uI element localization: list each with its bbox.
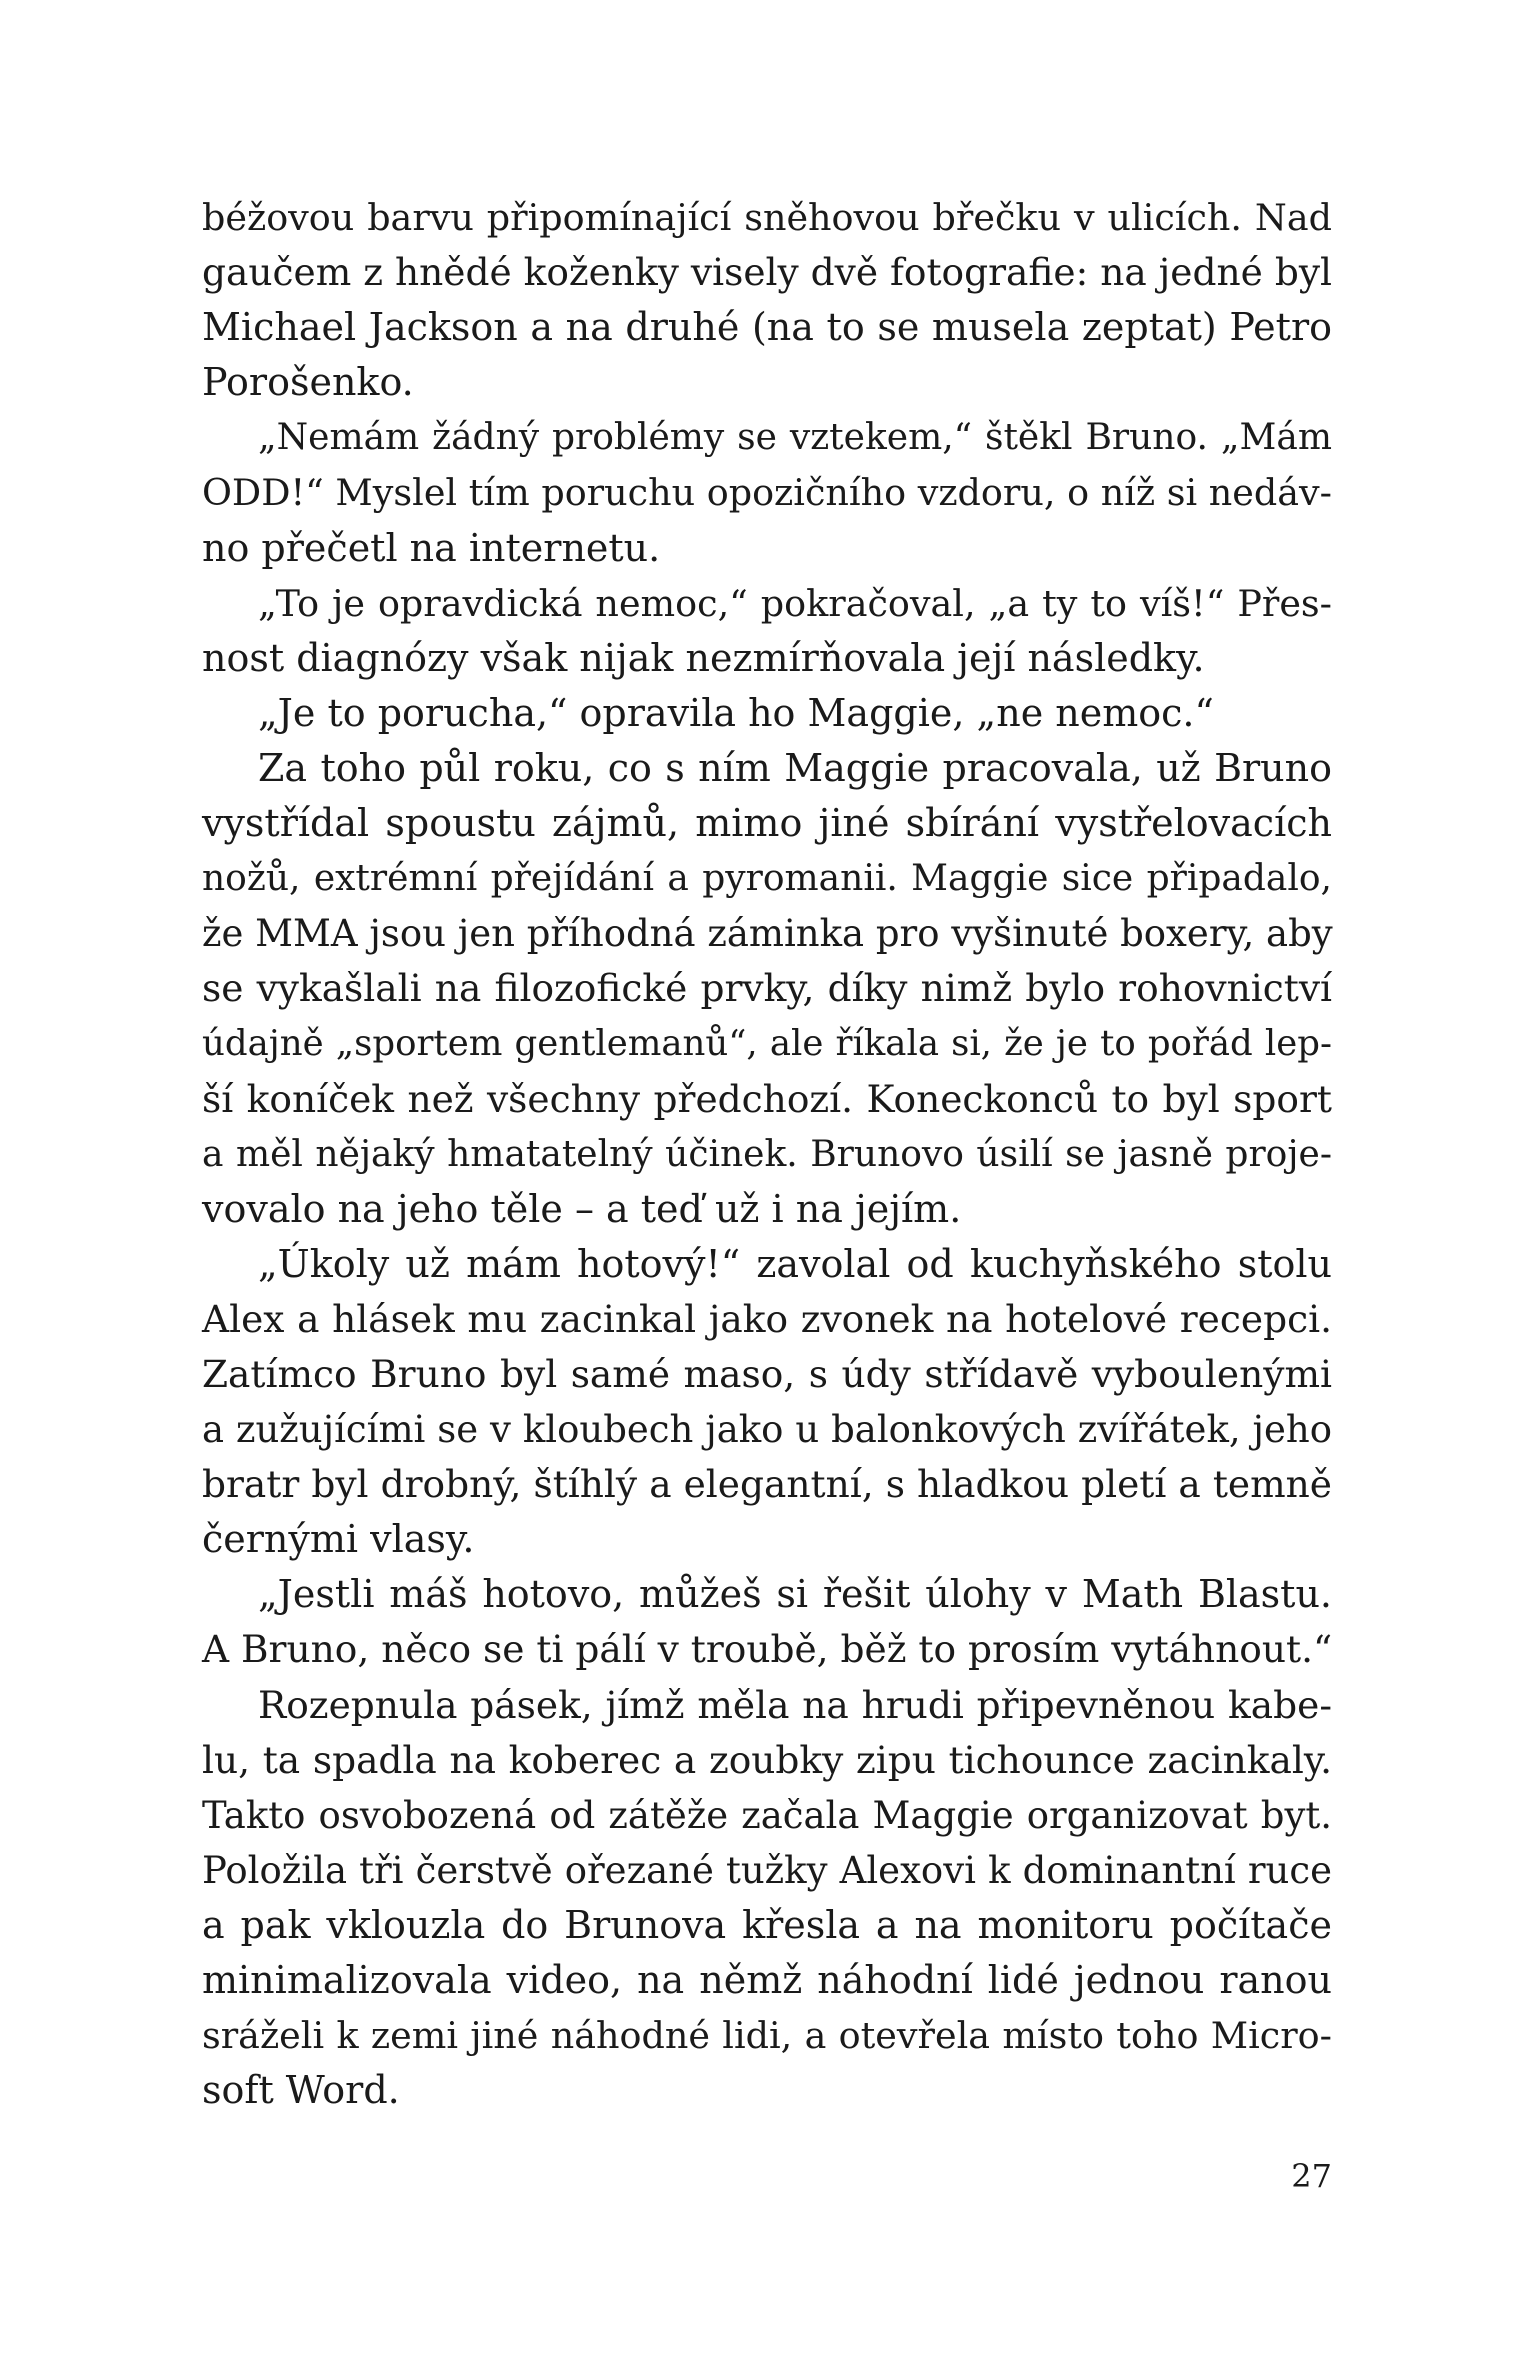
text-line: a zužujícími se v kloubech jako u balonkových zvířátek, jeho [202,1408,1332,1452]
text-line: Takto osvobozená od zátěže začala Maggie organizovat byt. [202,1793,1332,1837]
text-line: „Nemám žádný problémy se vztekem,“ štěkl Bruno. „Mám [258,417,1332,459]
text-line: že MMA jsou jen příhodná záminka pro vyšinuté boxery, aby [202,912,1333,956]
text-line: no přečetl na internetu. [202,525,661,570]
text-line: Zatímco Bruno byl samé maso, s údy střídavě vyboulenými [202,1351,1332,1396]
text-line: „To je opravdická nemoc,“ pokračoval, „a ty to víš!“ Přes- [258,581,1332,625]
text-line: Michael Jackson a na druhé (na to se musela zeptat) Petro [202,305,1332,350]
text-line: údajně „sportem gentlemanů“, ale říkala si, že je to pořád lep- [202,1023,1332,1065]
text-line: soft Word. [202,2068,400,2113]
text-line: vystřídal spoustu zájmů, mimo jiné sbírání vystřelovacích [202,801,1332,846]
text-line: ODD!“ Myslel tím poruchu opozičního vzdoru, o níž si nedáv- [202,471,1332,515]
text-line: Porošenko. [202,360,414,405]
text-line: Alex a hlásek mu zacinkal jako zvonek na hotelové recepci. [202,1296,1332,1341]
text-line: lu, ta spadla na koberec a zoubky zipu tichounce zacinkaly. [202,1737,1332,1782]
text-line: gaučem z hnědé koženky visely dvě fotografie: na jedné byl [202,250,1332,295]
text-line: se vykašlali na filozofické prvky, díky nimž bylo rohovnictví [202,966,1332,1011]
text-line: a pak vklouzla do Brunova křesla a na monitoru počítače [202,1902,1332,1947]
text-line: „Jestli máš hotovo, můžeš si řešit úlohy v Math Blastu. [258,1572,1332,1617]
text-line: „Je to porucha,“ opravila ho Maggie, „ne nemoc.“ [258,690,1214,735]
page-number: 27 [1291,2157,1332,2195]
text-line: Za toho půl roku, co s ním Maggie pracovala, už Bruno [258,745,1332,790]
text-line: černými vlasy. [202,1517,475,1562]
text-line: Rozepnula pásek, jímž měla na hrudi připevněnou kabe- [258,1682,1332,1727]
text-line: minimalizovala video, na němž náhodní lidé jednou ranou [202,1958,1332,2002]
text-line: nost diagnózy však nijak nezmírňovala její následky. [202,635,1205,680]
body-text [202,190,1332,2118]
text-line: nožů, extrémní přejídání a pyromanii. Maggie sice připadalo, [202,858,1332,900]
text-line: ší koníček než všechny předchozí. Koneckonců to byl sport [202,1076,1332,1121]
text-line: béžovou barvu připomínající sněhovou břečku v ulicích. Nad [202,196,1332,239]
text-line: vovalo na jeho těle – a teď už i na jejím. [202,1186,962,1231]
text-line: „Úkoly už mám hotový!“ zavolal od kuchyňského stolu [258,1241,1332,1286]
text-line: a měl nějaký hmatatelný účinek. Brunovo úsilí se jasně proje- [202,1133,1332,1175]
text-line: A Bruno, něco se ti pálí v troubě, běž to prosím vytáhnout.“ [202,1627,1333,1672]
text-line: bratr byl drobný, štíhlý a elegantní, s hladkou pletí a temně [202,1462,1332,1507]
text-line: sráželi k zemi jiné náhodné lidi, a otevřela místo toho Micro- [202,2014,1332,2058]
text-line: Položila tři čerstvě ořezané tužky Alexovi k dominantní ruce [202,1848,1332,1892]
